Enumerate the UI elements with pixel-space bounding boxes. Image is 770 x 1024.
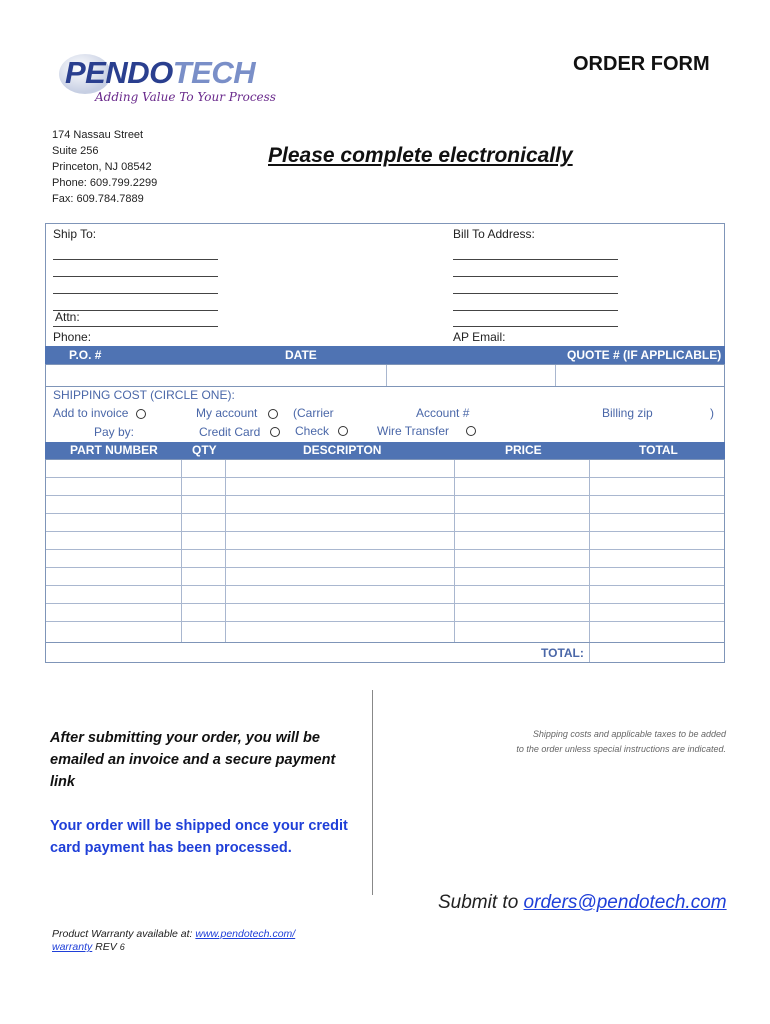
attn-line[interactable] — [53, 326, 218, 327]
col-part-number: PART NUMBER — [70, 443, 158, 457]
company-address — [52, 127, 157, 207]
bill-to-line-4[interactable] — [453, 310, 618, 311]
address-line1: 174 Nassau Street — [52, 129, 144, 141]
my-account-label: My account — [196, 406, 258, 420]
date-header: DATE — [285, 348, 317, 362]
add-to-invoice-label: Add to invoice — [53, 406, 129, 420]
warranty-link-part1[interactable]: www.pendotech.com/ — [195, 928, 296, 940]
col-total: TOTAL — [639, 443, 678, 457]
ship-to-label: Ship To: — [53, 227, 97, 241]
ship-to-line-2[interactable] — [53, 276, 218, 277]
address-phone: Phone: 609.799.2299 — [52, 177, 158, 189]
logo-tagline: Adding Value To Your Process — [95, 90, 276, 104]
total-label: TOTAL: — [541, 646, 584, 660]
submit-email-link[interactable]: orders@pendotech.com — [523, 892, 727, 913]
total-input[interactable] — [590, 643, 724, 662]
po-header: P.O. # — [69, 348, 102, 362]
shipping-note: Your order will be shipped once your credit card payment has been processed. — [50, 818, 348, 856]
po-input-row — [45, 364, 725, 387]
total-row — [45, 642, 725, 663]
warranty-link-part2[interactable]: warranty — [52, 941, 93, 953]
submit-line — [438, 892, 727, 914]
attn-label: Attn: — [55, 310, 80, 324]
credit-card-label: Credit Card — [199, 425, 261, 439]
page-subtitle: Please complete electronically — [268, 144, 573, 167]
table-row[interactable] — [46, 585, 724, 586]
po-header-bar — [45, 346, 725, 364]
check-radio[interactable] — [338, 426, 348, 436]
col-description: DESCRIPTON — [303, 443, 382, 457]
submit-prefix: Submit to — [438, 892, 524, 913]
rev-label: REV — [92, 941, 120, 953]
add-to-invoice-radio[interactable] — [136, 409, 146, 419]
table-row[interactable] — [46, 477, 724, 478]
invoice-note: After submitting your order, you will be emailed an invoice and a secure payment link — [50, 730, 336, 790]
ship-bill-box — [45, 223, 725, 346]
address-fax: Fax: 609.784.7889 — [52, 193, 144, 205]
rev-number: 6 — [119, 942, 125, 952]
shipping-box — [45, 387, 725, 442]
billing-zip-label: Billing zip — [602, 406, 653, 420]
pay-by-label: Pay by: — [94, 425, 135, 439]
company-logo — [55, 50, 276, 112]
items-header-bar — [45, 442, 725, 459]
table-row[interactable] — [46, 495, 724, 496]
table-row[interactable] — [46, 531, 724, 532]
wire-transfer-label: Wire Transfer — [377, 424, 450, 438]
my-account-radio[interactable] — [268, 409, 278, 419]
shipping-heading: SHIPPING COST (CIRCLE ONE): — [53, 388, 235, 402]
check-label: Check — [295, 424, 330, 438]
credit-card-radio[interactable] — [270, 427, 280, 437]
logo-name-part2: TECH — [172, 55, 256, 90]
ship-to-line-3[interactable] — [53, 293, 218, 294]
items-table-body — [45, 459, 725, 643]
bill-to-line-3[interactable] — [453, 293, 618, 294]
quote-input[interactable] — [555, 365, 724, 386]
taxes-note-line1: Shipping costs and applicable taxes to be added — [532, 729, 726, 739]
address-line3: Princeton, NJ 08542 — [52, 161, 152, 173]
page-title: ORDER FORM — [573, 53, 710, 75]
bill-to-line-5[interactable] — [453, 326, 618, 327]
quote-header: QUOTE # (IF APPLICABLE) — [567, 348, 722, 362]
wire-transfer-radio[interactable] — [466, 426, 476, 436]
ship-to-line-1[interactable] — [53, 259, 218, 260]
table-row[interactable] — [46, 621, 724, 622]
account-number-label: Account # — [416, 406, 470, 420]
warranty-text: Product Warranty available at: — [52, 928, 196, 940]
table-row[interactable] — [46, 513, 724, 514]
date-input[interactable] — [386, 365, 556, 386]
logo-name-part1: PENDO — [65, 55, 173, 90]
table-row[interactable] — [46, 549, 724, 550]
table-row[interactable] — [46, 567, 724, 568]
taxes-note — [440, 727, 726, 757]
taxes-note-line2: to the order unless special instructions are indicated. — [516, 744, 726, 754]
vertical-divider — [372, 690, 373, 895]
carrier-label: (Carrier — [293, 406, 334, 420]
address-line2: Suite 256 — [52, 145, 99, 157]
bill-to-line-2[interactable] — [453, 276, 618, 277]
table-row[interactable] — [46, 603, 724, 604]
close-paren: ) — [710, 406, 714, 420]
ap-email-label: AP Email: — [453, 330, 506, 344]
warranty-footer — [52, 928, 332, 954]
col-qty: QTY — [192, 443, 217, 457]
bill-to-label: Bill To Address: — [453, 227, 535, 241]
bill-to-line-1[interactable] — [453, 259, 618, 260]
col-price: PRICE — [505, 443, 542, 457]
po-input[interactable] — [46, 365, 387, 386]
phone-label: Phone: — [53, 330, 92, 344]
